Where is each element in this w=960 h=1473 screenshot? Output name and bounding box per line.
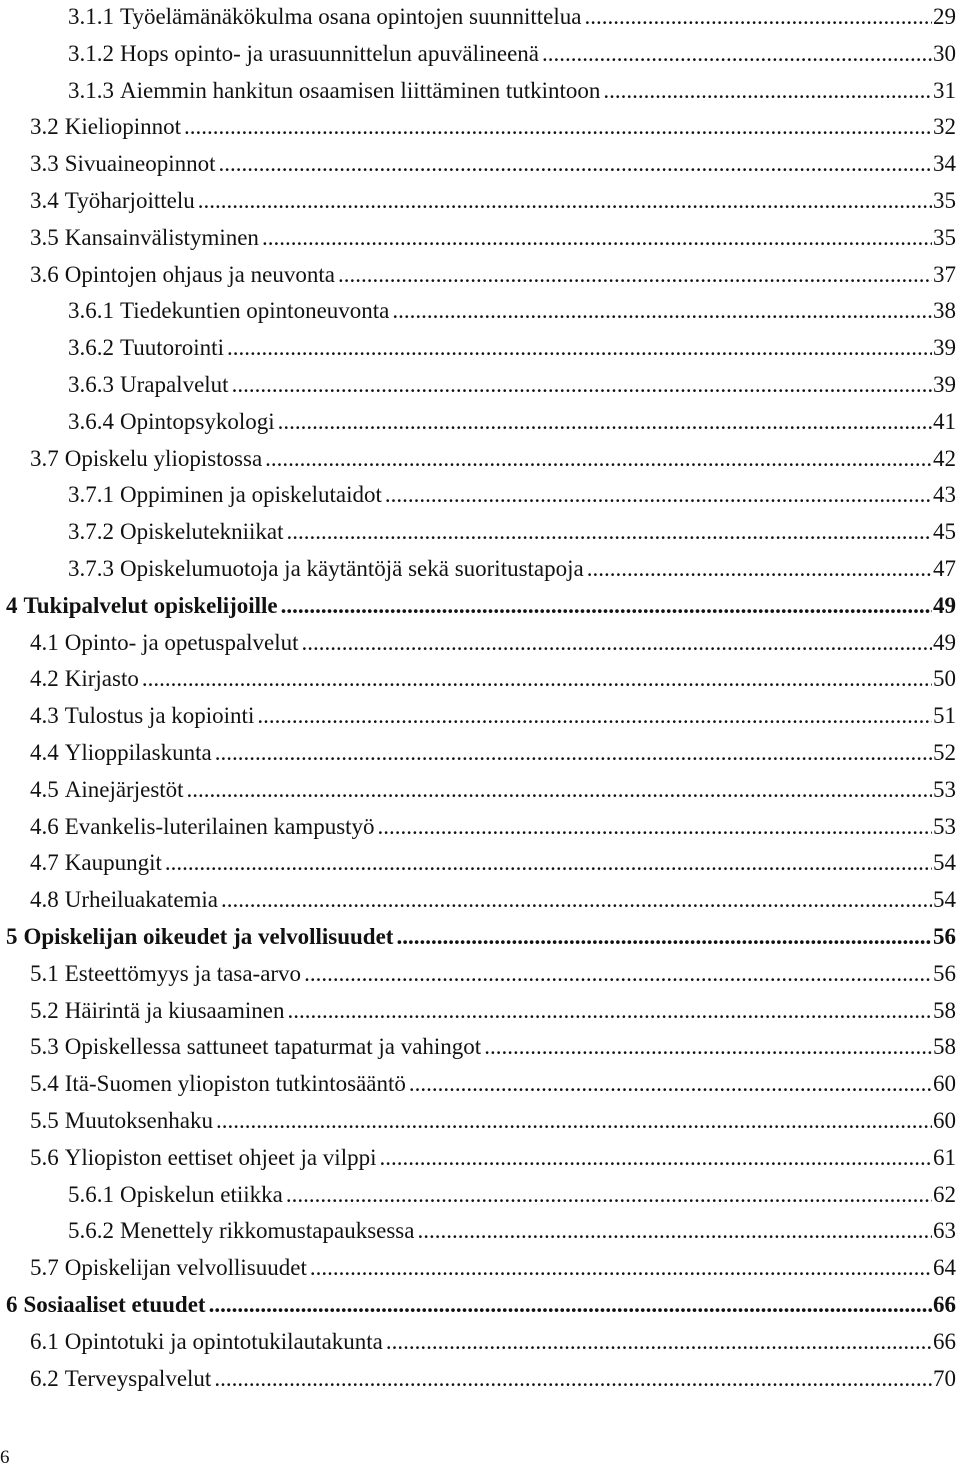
- toc-entry-number: 5.3: [30, 1034, 59, 1060]
- toc-entry-title: Opintotuki ja opintotukilautakunta: [64, 1328, 383, 1354]
- toc-entry-page: 38: [933, 298, 956, 324]
- toc-entry[interactable]: [30, 773, 956, 807]
- dot-leader: [214, 1362, 932, 1396]
- toc-entry-title: Tukipalvelut opiskelijoille: [23, 592, 278, 618]
- toc-entry-number: 5: [6, 924, 18, 949]
- toc-entry-number: 5.7: [30, 1255, 59, 1281]
- toc-entry-page: 49: [933, 592, 956, 618]
- toc-entry[interactable]: [68, 37, 956, 71]
- toc-entry-number: 6: [6, 1292, 18, 1317]
- toc-entry-page: 60: [933, 1108, 956, 1133]
- toc-entry[interactable]: [68, 331, 956, 365]
- toc-entry[interactable]: [30, 1325, 956, 1359]
- dot-leader: [484, 1030, 932, 1064]
- dot-leader: [165, 846, 932, 880]
- toc-entry[interactable]: [68, 0, 956, 34]
- dot-leader: [142, 662, 932, 696]
- toc-entry-number: 5.5: [30, 1108, 59, 1133]
- dot-leader: [392, 294, 932, 328]
- toc-entry-number: 3.7.1: [68, 482, 114, 508]
- toc-entry-title: Muutoksenhaku: [64, 1108, 213, 1133]
- toc-entry-title: Sosiaaliset etuudet: [23, 1292, 206, 1317]
- toc-entry[interactable]: [30, 699, 956, 733]
- toc-entry-number: 4.5: [30, 776, 59, 802]
- toc-entry-title: Kaupungit: [64, 850, 162, 876]
- toc-entry-title: Opiskelijan oikeudet ja velvollisuudet: [23, 924, 394, 949]
- toc-entry-page: 37: [933, 261, 956, 287]
- toc-entry-title: Urheiluakatemia: [64, 887, 219, 913]
- toc-entry-page: 39: [933, 335, 956, 361]
- toc-entry[interactable]: [30, 957, 956, 991]
- toc-entry-title: Menettely rikkomustapauksessa: [120, 1218, 415, 1244]
- toc-entry-number: 4.7: [30, 850, 59, 876]
- toc-entry-number: 5.6.2: [68, 1218, 114, 1244]
- toc-entry[interactable]: [68, 1214, 956, 1248]
- dot-leader: [187, 773, 932, 807]
- toc-entry-page: 35: [933, 188, 956, 213]
- toc-entry-title: Opiskelu yliopistossa: [64, 445, 263, 471]
- toc-entry-title: Ainejärjestöt: [64, 776, 184, 802]
- toc-entry-title: Työelämänäkökulma osana opintojen suunnittelua: [120, 4, 582, 29]
- toc-entry-title: Kirjasto: [64, 666, 139, 692]
- dot-leader: [338, 258, 932, 292]
- toc-entry-number: 5.6: [30, 1144, 59, 1170]
- toc-entry-title: Opiskelijan velvollisuudet: [64, 1255, 307, 1281]
- toc-entry[interactable]: [68, 405, 956, 439]
- toc-entry-title: Opintopsykologi: [120, 408, 275, 434]
- dot-leader: [278, 405, 932, 439]
- toc-entry[interactable]: [6, 1288, 956, 1322]
- toc-entry-number: 3.6: [30, 261, 59, 287]
- toc-entry-number: 5.6.1: [68, 1181, 114, 1207]
- dot-leader: [287, 515, 932, 549]
- dot-leader: [215, 736, 932, 770]
- toc-entry[interactable]: [30, 1030, 956, 1064]
- toc-entry[interactable]: [30, 626, 956, 660]
- toc-entry-number: 4.4: [30, 740, 59, 765]
- dot-leader: [184, 110, 932, 144]
- dot-leader: [221, 883, 932, 917]
- toc-entry-number: 3.5: [30, 224, 59, 250]
- toc-entry[interactable]: [30, 810, 956, 844]
- toc-entry-number: 3.7.2: [68, 519, 114, 545]
- toc-entry[interactable]: [6, 920, 956, 954]
- toc-entry-number: 5.4: [30, 1071, 59, 1097]
- toc-entry-title: Sivuaineopinnot: [64, 151, 216, 177]
- toc-entry-page: 32: [933, 114, 956, 140]
- toc-entry-title: Kansainvälistyminen: [64, 224, 259, 250]
- toc-entry-page: 31: [933, 77, 956, 103]
- dot-leader: [287, 994, 932, 1028]
- toc-entry-page: 47: [933, 556, 956, 581]
- dot-leader: [409, 1067, 932, 1101]
- toc-entry-number: 4.8: [30, 887, 59, 913]
- toc-entry[interactable]: [30, 1251, 956, 1285]
- toc-entry-page: 49: [933, 629, 956, 655]
- dot-leader: [379, 1141, 932, 1175]
- toc-entry[interactable]: [68, 1178, 956, 1212]
- toc-entry-title: Aiemmin hankitun osaamisen liittäminen tutkintoon: [120, 77, 601, 103]
- dot-leader: [286, 1178, 932, 1212]
- toc-entry-title: Tiedekuntien opintoneuvonta: [120, 298, 390, 324]
- dot-leader: [216, 1104, 932, 1138]
- toc-entry-number: 3.6.4: [68, 408, 114, 434]
- dot-leader: [542, 37, 932, 71]
- toc-entry-page: 52: [933, 740, 956, 765]
- toc-entry[interactable]: [30, 662, 956, 696]
- toc-entry-title: Yliopiston eettiset ohjeet ja vilppi: [64, 1144, 377, 1170]
- toc-entry-page: 34: [933, 151, 956, 177]
- toc-entry-title: Oppiminen ja opiskelutaidot: [120, 482, 382, 508]
- toc-entry-number: 3.6.3: [68, 372, 114, 397]
- toc-entry-number: 4.3: [30, 703, 59, 729]
- dot-leader: [310, 1251, 932, 1285]
- toc-entry-page: 42: [933, 445, 956, 471]
- toc-entry[interactable]: [30, 994, 956, 1028]
- toc-entry-number: 3.7: [30, 445, 59, 471]
- dot-leader: [257, 699, 932, 733]
- toc-entry[interactable]: [68, 478, 956, 512]
- toc-entry-page: 43: [933, 482, 956, 508]
- toc-entry-title: Hops opinto- ja urasuunnittelun apuvälineenä: [120, 40, 540, 66]
- toc-entry[interactable]: [30, 258, 956, 292]
- toc-entry[interactable]: [30, 883, 956, 917]
- toc-entry-number: 5.2: [30, 997, 59, 1023]
- toc-entry-title: Tulostus ja kopiointi: [64, 703, 255, 729]
- toc-entry-page: 56: [933, 960, 956, 986]
- toc-entry-page: 58: [933, 1034, 956, 1060]
- toc-entry-page: 39: [933, 372, 956, 397]
- toc-entry-page: 70: [933, 1365, 956, 1391]
- dot-leader: [396, 920, 932, 954]
- toc-entry-title: Opiskelumuotoja ja käytäntöjä sekä suoritustapoja: [120, 556, 584, 581]
- toc-entry-title: Ylioppilaskunta: [64, 740, 212, 765]
- toc-entry[interactable]: [68, 74, 956, 108]
- toc-entry[interactable]: [30, 184, 956, 218]
- toc-entry-number: 4.1: [30, 629, 59, 655]
- toc-entry-title: Häirintä ja kiusaaminen: [64, 997, 285, 1023]
- dot-leader: [219, 147, 932, 181]
- dot-leader: [232, 368, 932, 402]
- toc-entry-title: Opintojen ohjaus ja neuvonta: [64, 261, 335, 287]
- toc-entry-number: 3.4: [30, 188, 59, 213]
- toc-entry[interactable]: [30, 1067, 956, 1101]
- dot-leader: [304, 957, 932, 991]
- toc-entry-page: 56: [933, 924, 956, 949]
- toc-entry-title: Esteettömyys ja tasa-arvo: [64, 960, 302, 986]
- dot-leader: [209, 1288, 932, 1322]
- toc-entry-title: Opiskelutekniikat: [120, 519, 284, 545]
- toc-entry[interactable]: [68, 368, 956, 402]
- toc-entry-number: 5.1: [30, 960, 59, 986]
- toc-entry[interactable]: [30, 736, 956, 770]
- toc-entry-title: Urapalvelut: [120, 372, 229, 397]
- page-number: 6: [0, 1447, 10, 1468]
- dot-leader: [584, 0, 932, 34]
- toc-entry[interactable]: [30, 1362, 956, 1396]
- toc-entry-page: 54: [933, 850, 956, 876]
- dot-leader: [603, 74, 932, 108]
- toc-entry-page: 41: [933, 408, 956, 434]
- toc-entry-page: 63: [933, 1218, 956, 1244]
- dot-leader: [281, 589, 932, 623]
- dot-leader: [198, 184, 932, 218]
- toc-entry-title: Opiskellessa sattuneet tapaturmat ja vahingot: [64, 1034, 482, 1060]
- dot-leader: [302, 626, 932, 660]
- toc-entry-page: 66: [933, 1292, 956, 1317]
- toc-entry-page: 30: [933, 40, 956, 66]
- toc-entry[interactable]: [30, 221, 956, 255]
- toc-entry-title: Tuutorointi: [120, 335, 224, 361]
- toc-entry-title: Opiskelun etiikka: [120, 1181, 283, 1207]
- toc-entry[interactable]: [30, 110, 956, 144]
- toc-entry-number: 3.2: [30, 114, 59, 140]
- toc-entry-page: 62: [933, 1181, 956, 1207]
- toc-entry-title: Terveyspalvelut: [64, 1365, 212, 1391]
- dot-leader: [265, 442, 932, 476]
- toc-entry-number: 3.3: [30, 151, 59, 177]
- toc-entry-title: Opinto- ja opetuspalvelut: [64, 629, 299, 655]
- toc-entry-page: 50: [933, 666, 956, 692]
- toc-entry[interactable]: [68, 515, 956, 549]
- toc-entry-page: 35: [933, 224, 956, 250]
- toc-entry-number: 4.2: [30, 666, 59, 692]
- toc-entry[interactable]: [68, 552, 956, 586]
- toc-entry-title: Evankelis-luterilainen kampustyö: [64, 813, 375, 839]
- toc-entry[interactable]: [30, 846, 956, 880]
- toc-entry-number: 3.6.2: [68, 335, 114, 361]
- toc-entry-page: 29: [933, 4, 956, 29]
- toc-entry[interactable]: [68, 294, 956, 328]
- toc-entry-number: 6.2: [30, 1365, 59, 1391]
- toc-entry-number: 3.6.1: [68, 298, 114, 324]
- dot-leader: [587, 552, 932, 586]
- toc-entry[interactable]: [30, 1141, 956, 1175]
- toc-entry-page: 60: [933, 1071, 956, 1097]
- toc-entry-title: Itä-Suomen yliopiston tutkintosääntö: [64, 1071, 406, 1097]
- dot-leader: [386, 1325, 932, 1359]
- toc-entry-title: Työharjoittelu: [64, 188, 195, 213]
- toc-entry-page: 58: [933, 997, 956, 1023]
- toc-entry[interactable]: [30, 147, 956, 181]
- toc-entry-number: 4.6: [30, 813, 59, 839]
- toc-entry-page: 45: [933, 519, 956, 545]
- toc-entry[interactable]: [6, 589, 956, 623]
- toc-entry-page: 53: [933, 776, 956, 802]
- toc-entry-title: Kieliopinnot: [64, 114, 182, 140]
- toc-entry-page: 54: [933, 887, 956, 913]
- toc-entry-number: 3.1.3: [68, 77, 114, 103]
- toc-entry-page: 66: [933, 1328, 956, 1354]
- toc-entry-page: 53: [933, 813, 956, 839]
- dot-leader: [262, 221, 932, 255]
- toc-entry-number: 3.1.2: [68, 40, 114, 66]
- dot-leader: [227, 331, 932, 365]
- dot-leader: [385, 478, 932, 512]
- dot-leader: [378, 810, 932, 844]
- toc-entry-page: 64: [933, 1255, 956, 1281]
- dot-leader: [417, 1214, 932, 1248]
- toc-entry[interactable]: [30, 1104, 956, 1138]
- toc-entry-number: 3.7.3: [68, 556, 114, 581]
- toc-entry[interactable]: [30, 442, 956, 476]
- toc-entry-number: 6.1: [30, 1328, 59, 1354]
- toc-entry-number: 3.1.1: [68, 4, 114, 29]
- toc-entry-page: 51: [933, 703, 956, 729]
- toc-entry-page: 61: [933, 1144, 956, 1170]
- toc-entry-number: 4: [6, 592, 18, 618]
